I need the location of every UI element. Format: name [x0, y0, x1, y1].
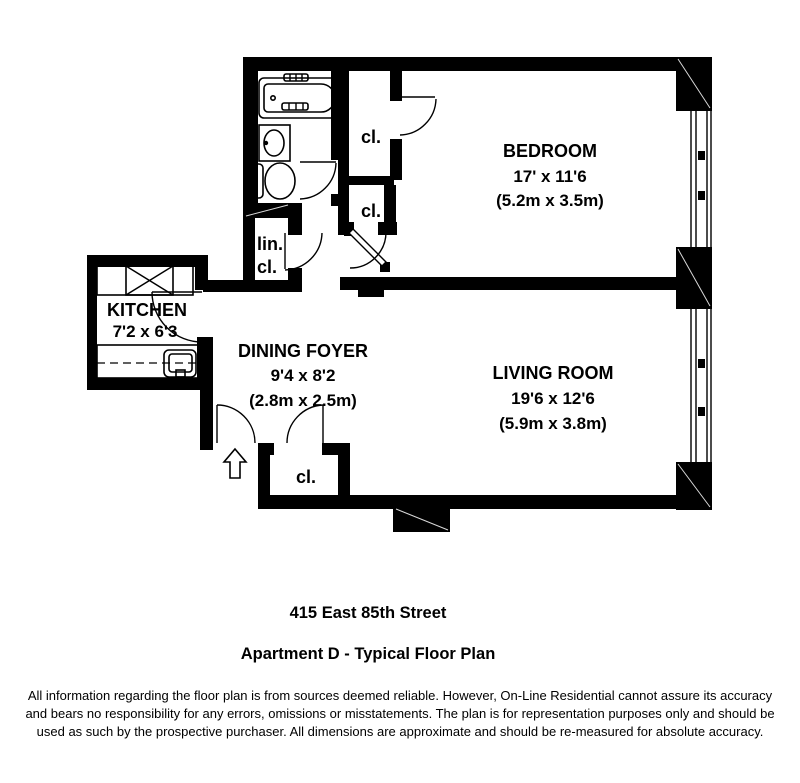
- linen-closet-label-line2: cl.: [256, 257, 278, 277]
- disclaimer-line-1: All information regarding the floor plan is from sources deemed reliable. However, On-Line Residential cannot assure its accuracy: [27, 688, 773, 703]
- living-room-dims-m: (5.9m x 3.8m): [499, 414, 607, 433]
- living-room-dims-ft: 19'6 x 12'6: [511, 389, 595, 408]
- wall-foyer-nw: [203, 280, 302, 292]
- foyer-closet-label: cl.: [295, 467, 317, 487]
- kitchen-counter-upper: [97, 266, 193, 295]
- window-mullion: [698, 191, 705, 200]
- window-mullion: [698, 359, 705, 368]
- wall-cl1-right-bottom: [390, 139, 402, 180]
- kitchen-label: KITCHEN: [107, 300, 187, 320]
- linen-closet-label-line1: lin.: [257, 234, 283, 254]
- tub-grab-bar: [282, 103, 308, 110]
- wall-kitchen-right-lower: [197, 337, 213, 382]
- plan-title: Apartment D - Typical Floor Plan: [240, 645, 496, 663]
- dining-foyer-label: DINING FOYER: [237, 341, 369, 361]
- hall-closet-lower-label: cl.: [360, 201, 382, 221]
- sink-faucet: [264, 141, 268, 145]
- kitchen-sink-faucet: [176, 370, 185, 377]
- tub-drain: [271, 96, 275, 100]
- window-living-room: [689, 309, 713, 462]
- wall-closets-left: [338, 57, 349, 235]
- disclaimer-line-3: used as such by the prospective purchaser. All dimensions are approximate and should be re-measured for absolute accuracy.: [36, 724, 764, 739]
- bedroom-label: BEDROOM: [503, 141, 597, 161]
- refrigerator: [126, 266, 173, 295]
- hall-closet-upper-door: [400, 97, 436, 135]
- wall-cl2-stub-right: [378, 222, 397, 235]
- bedroom-dims-ft: 17' x 11'6: [513, 167, 587, 186]
- wall-linen-right-top: [288, 203, 302, 235]
- window-mullion: [698, 407, 705, 416]
- kitchen-dims-ft: 7'2 x 6'3: [112, 322, 178, 341]
- address-title: 415 East 85th Street: [289, 604, 447, 622]
- wall-foyer-closet-top-right-stub: [322, 443, 350, 455]
- wall-kitchen-left: [87, 255, 97, 390]
- wall-top: [243, 57, 712, 71]
- window-mullion: [698, 151, 705, 160]
- wall-linen-right-bottom: [288, 268, 302, 292]
- dining-foyer-dims-ft: 9'4 x 8'2: [270, 366, 336, 385]
- wall-divider-bump: [358, 288, 384, 297]
- hall-closet-upper-label: cl.: [360, 127, 382, 147]
- foyer-closet-door: [287, 405, 323, 443]
- wall-cl2-right: [384, 185, 396, 225]
- wall-foyer-closet-top-left-stub: [258, 443, 274, 455]
- wall-cl1-right-top: [390, 57, 402, 101]
- window-bedroom: [689, 111, 713, 247]
- wall-divider-bedroom-living: [340, 277, 680, 290]
- corner-hatches: [246, 59, 710, 530]
- apartment-entry-door: [217, 405, 255, 443]
- wall-cl-divider: [344, 176, 394, 185]
- linen-closet-door: [285, 233, 322, 270]
- bathroom-door: [300, 162, 336, 199]
- disclaimer-line-2: and bears no responsibility for any errors, omissions or misstatements. The plan is for representation purposes only and should be: [25, 706, 775, 721]
- wall-kitchen-right-upper: [195, 255, 208, 290]
- wall-bottom: [258, 495, 678, 509]
- living-room-label: LIVING ROOM: [492, 363, 614, 383]
- kitchen-counter-lower: [97, 345, 198, 378]
- bathroom-sink: [259, 125, 290, 161]
- wall-kitchen-bottom: [87, 378, 213, 390]
- wall-foyer-left: [200, 378, 213, 450]
- dining-foyer-dims-m: (2.8m x 2.5m): [249, 391, 357, 410]
- entry-arrow-icon: [224, 449, 246, 478]
- bedroom-dims-m: (5.2m x 3.5m): [496, 191, 604, 210]
